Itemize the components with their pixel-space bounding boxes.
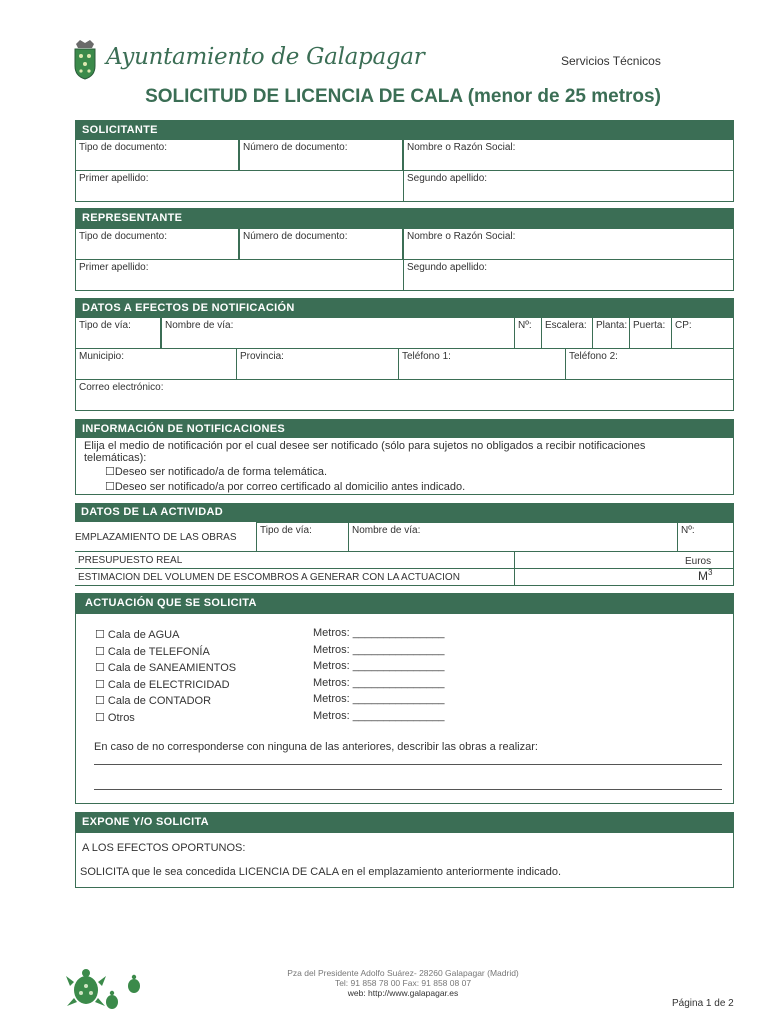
department-label: Servicios Técnicos bbox=[561, 54, 661, 68]
option-telematica-checkbox[interactable]: ☐Deseo ser notificado/a de forma telemática. bbox=[105, 466, 328, 478]
actividad-tipo-via-field[interactable]: Tipo de vía: bbox=[256, 522, 349, 552]
representante-tipo-doc-field[interactable]: Tipo de documento: bbox=[75, 228, 239, 260]
otros-description-line-1[interactable] bbox=[94, 764, 722, 765]
actuacion-item-checkbox[interactable]: ☐ Cala de SANEAMIENTOS bbox=[95, 662, 237, 674]
notif-puerta-field[interactable]: Puerta: bbox=[629, 317, 672, 349]
page-title: SOLICITUD DE LICENCIA DE CALA (menor de 25 metros) bbox=[145, 86, 661, 107]
actuacion-item-metros-field[interactable]: Metros: _______________ bbox=[313, 643, 445, 656]
footer-web-link[interactable]: web: http://www.galapagar.es bbox=[347, 988, 459, 998]
footer-phone: Tel: 91 858 78 00 Fax: 91 858 08 07 bbox=[334, 978, 472, 988]
actuacion-heading: ACTUACIÓN QUE SE SOLICITA bbox=[76, 594, 733, 614]
notif-telefono1-field[interactable]: Teléfono 1: bbox=[398, 348, 566, 380]
actuacion-item-metros-field[interactable]: Metros: _______________ bbox=[313, 660, 445, 672]
solicitante-segundo-apellido-field[interactable]: Segundo apellido: bbox=[403, 170, 734, 202]
representante-segundo-apellido-field[interactable]: Segundo apellido: bbox=[403, 259, 734, 291]
estimacion-label: ESTIMACION DEL VOLUMEN DE ESCOMBROS A GENERAR CON LA ACTUACION bbox=[78, 572, 460, 583]
presupuesto-label: PRESUPUESTO REAL bbox=[78, 555, 183, 566]
option-correo-checkbox[interactable]: ☐Deseo ser notificado/a por correo certificado al domicilio antes indicado. bbox=[105, 481, 466, 493]
notif-planta-field[interactable]: Planta: bbox=[592, 317, 630, 349]
solicitante-primer-apellido-field[interactable]: Primer apellido: bbox=[75, 170, 404, 202]
notif-correo-field[interactable]: Correo electrónico: bbox=[75, 379, 734, 411]
actuacion-item-checkbox[interactable]: ☐ Otros bbox=[95, 711, 135, 724]
actuacion-item-checkbox[interactable]: ☐ Cala de CONTADOR bbox=[95, 695, 212, 707]
actuacion-item-checkbox[interactable]: ☐ Cala de AGUA bbox=[95, 629, 180, 641]
notif-cp-field[interactable]: CP: bbox=[671, 317, 734, 349]
actividad-heading: DATOS DE LA ACTIVIDAD bbox=[75, 503, 734, 522]
solicitante-heading: SOLICITANTE bbox=[76, 121, 733, 140]
representante-num-doc-field[interactable]: Número de documento: bbox=[239, 228, 403, 260]
brand-name: Ayuntamiento de Galapagar bbox=[106, 44, 425, 70]
actividad-nombre-via-field[interactable]: Nombre de vía: bbox=[348, 522, 678, 552]
footer-address: Pza del Presidente Adolfo Suárez- 28260 Galapagar (Madrid) bbox=[287, 968, 519, 978]
representante-primer-apellido-field[interactable]: Primer apellido: bbox=[75, 259, 404, 291]
representante-heading: REPRESENTANTE bbox=[76, 209, 733, 229]
representante-nombre-field[interactable]: Nombre o Razón Social: bbox=[403, 228, 734, 260]
info-text-line1: Elija el medio de notificación por el cual desee ser notificado (sólo para sujetos no obligados a recibir notificaciones bbox=[84, 440, 646, 452]
solicitante-num-doc-field[interactable]: Número de documento: bbox=[239, 139, 403, 171]
actividad-right-border bbox=[733, 522, 734, 586]
actuacion-item-metros-field[interactable]: Metros: _______________ bbox=[313, 627, 445, 639]
otros-description-label: En caso de no corresponderse con ninguna de las anteriores, describir las obras a realizar: bbox=[94, 741, 538, 753]
coat-of-arms-icon bbox=[72, 38, 98, 80]
expone-line2: SOLICITA que le sea concedida LICENCIA DE CALA en el emplazamiento anteriormente indicado. bbox=[80, 866, 562, 878]
notif-telefono2-field[interactable]: Teléfono 2: bbox=[565, 348, 734, 380]
otros-description-line-2[interactable] bbox=[94, 789, 722, 790]
notif-tipo-via-field[interactable]: Tipo de vía: bbox=[75, 317, 161, 349]
notif-numero-field[interactable]: Nº: bbox=[514, 317, 542, 349]
m3-unit-label: $M^3$ bbox=[698, 568, 713, 583]
info-notificaciones-heading: INFORMACIÓN DE NOTIFICACIONES bbox=[76, 420, 733, 438]
notif-nombre-via-field[interactable]: Nombre de vía: bbox=[161, 317, 515, 349]
actuacion-item-metros-field[interactable]: Metros: _______________ bbox=[313, 676, 445, 689]
actuacion-item-checkbox[interactable]: ☐ Cala de ELECTRICIDAD bbox=[95, 678, 230, 691]
notif-municipio-field[interactable]: Municipio: bbox=[75, 348, 237, 380]
expone-line1: A LOS EFECTOS OPORTUNOS: bbox=[82, 842, 246, 854]
euros-label: Euros bbox=[685, 556, 712, 567]
actividad-numero-field[interactable]: Nº: bbox=[677, 522, 734, 552]
expone-heading: EXPONE Y/O SOLICITA bbox=[76, 813, 733, 833]
notificacion-heading: DATOS A EFECTOS DE NOTIFICACIÓN bbox=[76, 299, 733, 318]
actuacion-item-metros-field[interactable]: Metros: _______________ bbox=[313, 693, 445, 705]
actuacion-item-metros-field[interactable]: Metros: _______________ bbox=[313, 709, 445, 722]
solicitante-nombre-field[interactable]: Nombre o Razón Social: bbox=[403, 139, 734, 171]
notif-escalera-field[interactable]: Escalera: bbox=[541, 317, 593, 349]
notif-provincia-field[interactable]: Provincia: bbox=[236, 348, 399, 380]
actuacion-item-checkbox[interactable]: ☐ Cala de TELEFONÍA bbox=[95, 645, 210, 658]
page-number: Página 1 de 2 bbox=[672, 998, 734, 1009]
emplazamiento-label: EMPLAZAMIENTO DE LAS OBRAS bbox=[75, 532, 237, 543]
info-text-line2: telemáticas): bbox=[84, 452, 147, 464]
solicitante-tipo-doc-field[interactable]: Tipo de documento: bbox=[75, 139, 239, 171]
